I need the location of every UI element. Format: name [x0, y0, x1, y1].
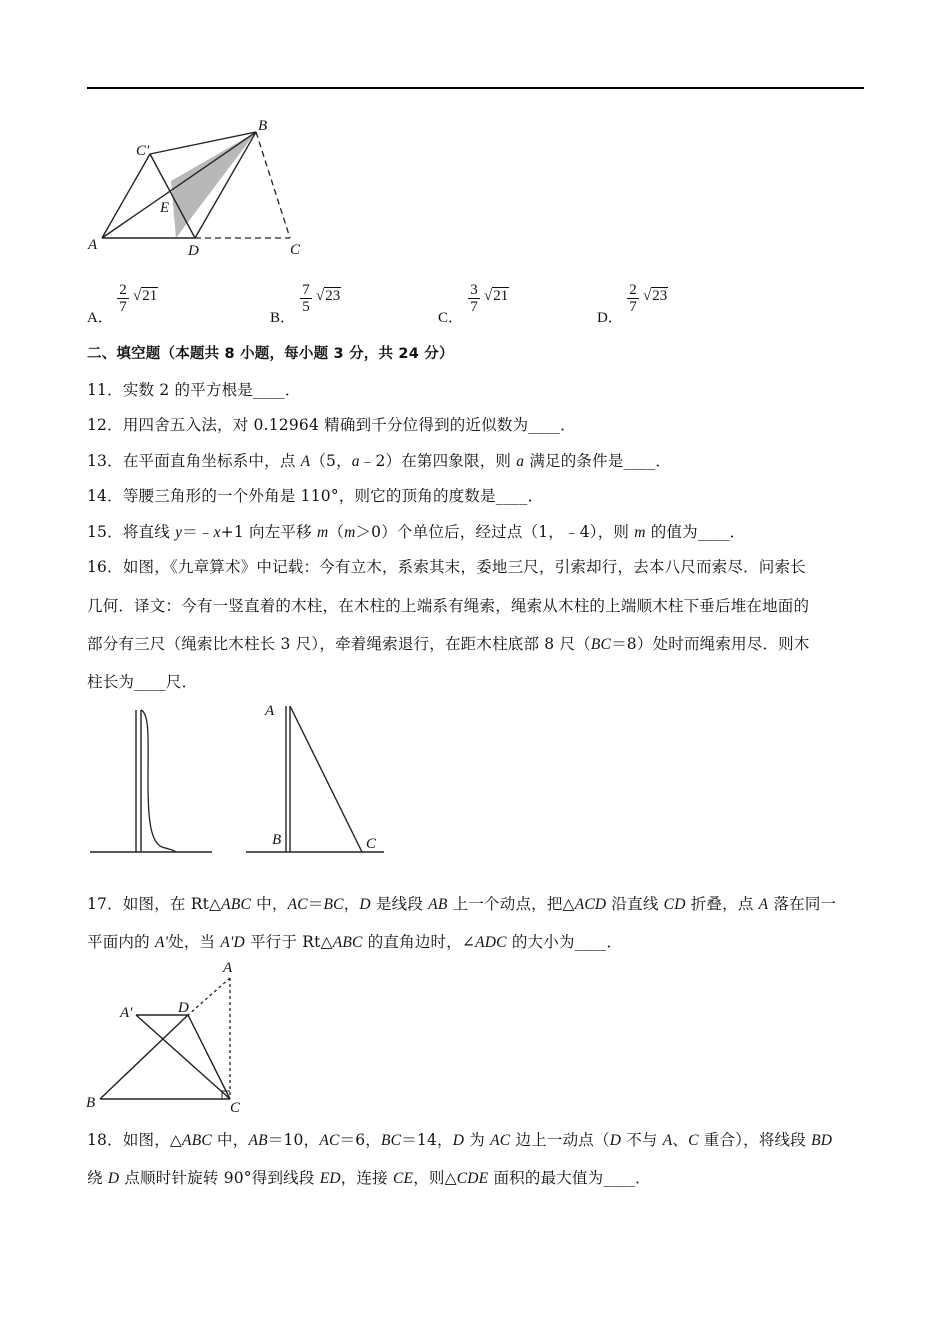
fraction — [300, 282, 312, 315]
text: ，则△ — [413, 1169, 457, 1187]
text: 13．在平面直角坐标系中，点 — [87, 452, 301, 470]
text: 面积的最大值为____． — [488, 1169, 651, 1187]
rope-curve — [141, 710, 176, 852]
shaded-triangle — [171, 132, 256, 238]
label-a-prime: A′ — [120, 1005, 133, 1021]
option-label: B． — [270, 310, 296, 326]
label-e: E — [160, 200, 170, 216]
question-18-line2 — [87, 1166, 651, 1188]
var: CE — [393, 1170, 414, 1187]
var: a — [516, 453, 525, 470]
denominator: 7 — [629, 299, 637, 315]
text: ＝8）处时而绳索用尽．则木 — [611, 635, 810, 653]
var: CDE — [456, 1170, 489, 1187]
text: 为 — [464, 1131, 491, 1149]
text: ＝ — [307, 895, 324, 913]
denominator: 7 — [119, 299, 127, 315]
numerator: 3 — [468, 282, 480, 299]
text: 边上一动点（ — [510, 1131, 610, 1149]
var: D — [359, 896, 371, 913]
var: ACD — [574, 896, 607, 913]
radicand: 23 — [652, 288, 668, 304]
denominator: 5 — [302, 299, 310, 315]
segment-ac-prime — [102, 154, 150, 238]
var: a — [351, 453, 360, 470]
text: 的大小为____． — [506, 933, 623, 951]
var: A — [662, 1132, 673, 1149]
var: AB — [428, 896, 448, 913]
numerator: 7 — [300, 282, 312, 299]
text: 17．如图，在 Rt△ — [87, 895, 222, 913]
segment-bd — [100, 1015, 188, 1099]
rope-ac — [290, 706, 362, 852]
text: 的直角边时，∠ — [362, 933, 476, 951]
text: 平行于 Rt△ — [244, 933, 333, 951]
var: CD — [663, 896, 686, 913]
text: （5， — [310, 452, 352, 470]
label-a: A — [265, 703, 275, 719]
question-18-line1 — [87, 1128, 832, 1150]
text: 重合），将线段 — [698, 1131, 812, 1149]
fig10-diagram — [80, 112, 320, 260]
var: D — [609, 1132, 622, 1149]
option-label: D． — [597, 310, 623, 326]
var: ABC — [182, 1132, 212, 1149]
fig16-triangle — [244, 698, 389, 858]
var: C — [688, 1132, 699, 1149]
text: ＝﹣ — [182, 523, 214, 541]
text: 是线段 — [370, 895, 429, 913]
var: ADC — [475, 934, 507, 951]
text: 绕 — [87, 1169, 108, 1187]
question-16-line2: 几何．译文：今有一竖直着的木柱，在木柱的上端系有绳索，绳索从木柱的上端顺木柱下垂后堆在地面的 — [87, 597, 810, 615]
label-c: C — [230, 1100, 241, 1116]
text: 折叠，点 — [685, 895, 759, 913]
label-c: C — [366, 836, 377, 852]
segment-a-prime-c — [136, 1015, 230, 1099]
var: D — [452, 1132, 465, 1149]
label-c-prime: C′ — [136, 143, 150, 159]
text: （ — [328, 523, 345, 541]
fig17-diagram — [84, 956, 254, 1116]
text: ＝14， — [401, 1131, 453, 1149]
radicand: 23 — [325, 288, 341, 304]
var: BD — [811, 1132, 833, 1149]
question-13 — [87, 449, 671, 471]
text: 上一个动点，把△ — [447, 895, 575, 913]
question-15 — [87, 520, 745, 542]
label-a: A — [223, 960, 233, 976]
text: 中， — [211, 1131, 249, 1149]
square-root: √23 — [643, 288, 668, 304]
text: ＝6， — [339, 1131, 382, 1149]
text: 平面内的 — [87, 933, 155, 951]
text: 不与 — [621, 1131, 663, 1149]
option-label: C． — [438, 310, 464, 326]
segment-dc — [188, 1015, 230, 1099]
var: y — [175, 524, 183, 541]
var: ABC — [221, 896, 252, 913]
var: BC — [381, 1132, 402, 1149]
question-17-line2 — [87, 930, 622, 952]
var: BC — [323, 896, 344, 913]
label-c: C — [290, 242, 301, 258]
label-d: D — [188, 243, 199, 259]
question-12: 12．用四舍五入法，对 0.12964 精确到千分位得到的近似数为____． — [87, 416, 576, 434]
numerator: 2 — [627, 282, 639, 299]
var: AB — [248, 1132, 268, 1149]
var: m — [344, 524, 356, 541]
text: 、 — [672, 1131, 689, 1149]
var: ABC — [332, 934, 363, 951]
section-heading: 二、填空题（本题共 8 小题，每小题 3 分，共 24 分） — [87, 346, 454, 362]
var: A' — [154, 934, 169, 951]
var: AC — [287, 896, 308, 913]
question-16-line1: 16．如图，《九章算术》中记载：今有立木，系索其末，委地三尺，引索却行，去本八尺而索尽．问索长 — [87, 558, 806, 576]
fraction — [627, 282, 639, 315]
label-b: B — [258, 118, 268, 134]
var: A — [300, 453, 311, 470]
square-root: √21 — [133, 288, 158, 304]
fraction — [468, 282, 480, 315]
text: 18．如图，△ — [87, 1131, 183, 1149]
text: ＞0）个单位后，经过点（1，﹣4），则 — [355, 523, 635, 541]
label-b: B — [272, 832, 282, 848]
text: 中， — [251, 895, 288, 913]
square-root: √23 — [316, 288, 341, 304]
text: ， — [343, 895, 360, 913]
numerator: 2 — [117, 282, 129, 299]
fig16-pole-rope — [88, 702, 218, 858]
label-a: A — [88, 237, 98, 253]
label-b: B — [86, 1095, 96, 1111]
header-rule — [87, 87, 864, 89]
var: m — [634, 524, 646, 541]
denominator: 7 — [470, 299, 478, 315]
square-root: √21 — [484, 288, 509, 304]
text: 15．将直线 — [87, 523, 176, 541]
fraction — [117, 282, 129, 315]
var: A'D — [220, 934, 245, 951]
segment-ad — [188, 978, 230, 1015]
var: x — [213, 524, 221, 541]
text: +1 向左平移 — [220, 523, 317, 541]
text: 沿直线 — [606, 895, 664, 913]
text: ＝10， — [267, 1131, 320, 1149]
radicand: 21 — [493, 288, 509, 304]
var: AC — [490, 1132, 511, 1149]
question-16-line4: 柱长为____尺． — [87, 673, 198, 691]
text: 部分有三尺（绳索比木柱长 3 尺），牵着绳索退行，在距木柱底部 8 尺（ — [87, 635, 591, 653]
question-16-line3 — [87, 632, 810, 654]
radicand: 21 — [142, 288, 158, 304]
var: A — [758, 896, 769, 913]
text: 的值为____． — [645, 523, 746, 541]
question-14: 14．等腰三角形的一个外角是 110°，则它的顶角的度数是____． — [87, 487, 544, 505]
var: m — [316, 524, 329, 541]
segment-bc — [256, 132, 290, 238]
text: 落在同一 — [768, 895, 837, 913]
label-d: D — [178, 1000, 189, 1016]
option-label: A． — [87, 310, 113, 326]
text: ，连接 — [340, 1169, 393, 1187]
question-17-line1 — [87, 892, 836, 914]
text: 点顺时针旋转 90°得到线段 — [119, 1169, 320, 1187]
var: BC — [590, 636, 612, 653]
var: ED — [319, 1170, 341, 1187]
question-11: 11．实数 2 的平方根是____． — [87, 381, 301, 399]
text: 满足的条件是____． — [524, 452, 672, 470]
var: AC — [319, 1132, 340, 1149]
var: D — [107, 1170, 120, 1187]
text: ﹣2）在第四象限，则 — [359, 452, 517, 470]
text: 处，当 — [168, 933, 221, 951]
